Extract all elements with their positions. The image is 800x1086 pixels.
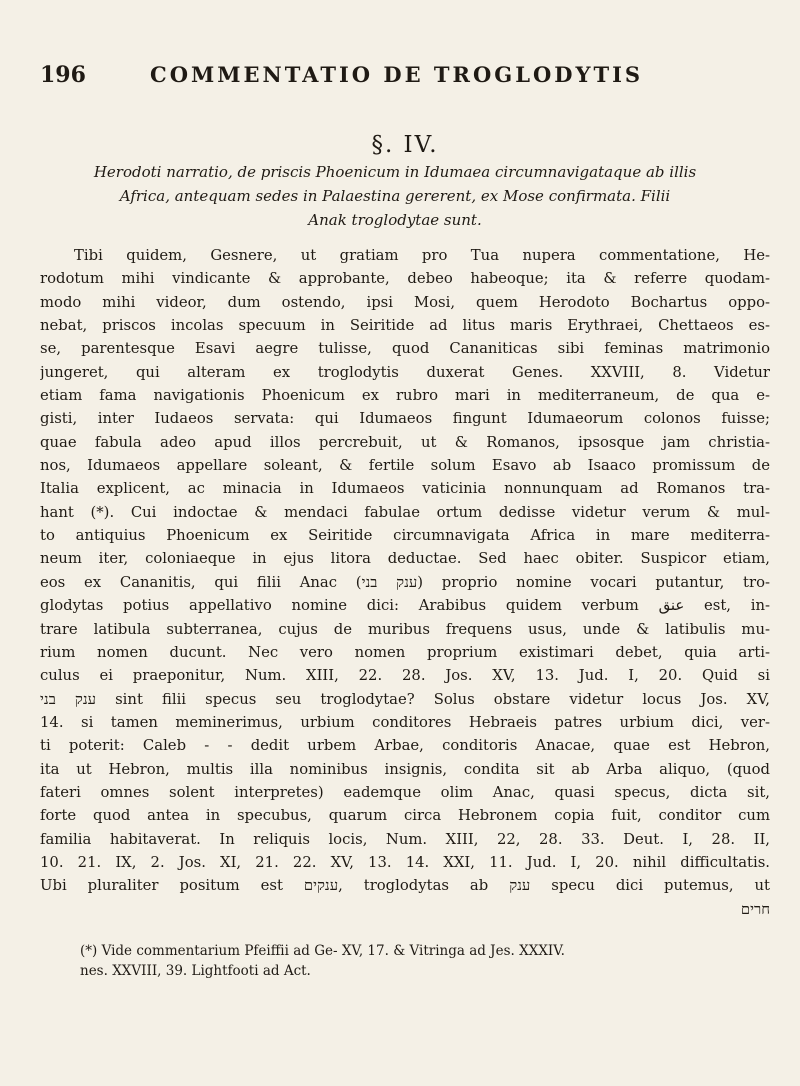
page-number: 196 [40,62,86,88]
subtitle-line: Herodoti narratio, de priscis Phoenicum in Idumaea circumnavigataque ab illis [93,163,697,181]
running-head [40,62,770,98]
body-line: ita ut Hebron, multis illa nominibus insignis, condita sit ab Arba aliquo, (quod [40,760,770,778]
body-line: jungeret, qui alteram ex troglodytis duxerat Genes. XXVIII, 8. Videtur [40,363,770,381]
body-line: ענק בני sint filii specus seu troglodytae? Solus obstare videtur locus Jos. XV, [40,690,770,708]
footnote-line: (*) Vide commentarium Pfeiffii ad Ge- XV, 17. & Vitringa ad Jes. XXXIV. [80,942,565,959]
body-line: modo mihi videor, dum ostendo, ipsi Mosi, quem Herodoto Bochartus oppo- [40,293,770,311]
body-line: nos, Idumaeos appellare soleant, & fertile solum Esavo ab Isaaco promissum de [40,457,770,475]
section-heading: §. IV. [371,132,439,158]
footnote [40,941,770,981]
body-line: ti poterit: Caleb - - dedit urbem Arbae, conditoris Anacae, quae est Hebron, [40,737,770,755]
catchword: חרים [740,900,770,918]
running-title: COMMENTATIO DE TROGLODYTIS [150,62,644,87]
body-line: Tibi quidem, Gesnere, ut gratiam pro Tua nupera commentatione, He- [74,247,770,264]
body-line: rodotum mihi vindicante & approbante, debeo habeoque; ita & referre quodam- [40,270,770,288]
body-line: familia habitaverat. In reliquis locis, Num. XIII, 22, 28. 33. Deut. I, 28. II, [40,830,770,848]
body-line: Ubi pluraliter positum est ענקים, troglodytas ab ענק specu dici putemus, ut [40,877,770,895]
subtitle-line: Africa, antequam sedes in Palaestina gererent, ex Mose confirmata. Filii [119,187,671,205]
subtitle-line: Anak troglodytae sunt. [308,211,482,229]
body-line: culus ei praeponitur, Num. XIII, 22. 28. Jos. XV, 13. Jud. I, 20. Quid si [40,667,770,685]
section-subtitle [40,160,750,232]
body-line: to antiquius Phoenicum ex Seiritide circumnavigata Africa in mare mediterra- [40,527,770,545]
body-line: 10. 21. IX, 2. Jos. XI, 21. 22. XV, 13. 14. XXI, 11. Jud. I, 20. nihil difficultatis. [40,853,770,871]
body-line: Italia explicent, ac minacia in Idumaeos vaticinia nonnunquam ad Romanos tra- [40,480,770,498]
body-line: eos ex Cananitis, qui filii Anac (ענק בני) proprio nomine vocari putantur, tro- [40,573,770,591]
body-line: 14. si tamen meminerimus, urbium conditores Hebraeis patres urbium dici, ver- [40,713,770,731]
footnote-line: nes. XXVIII, 39. Lightfooti ad Act. [80,962,311,979]
body-line: hant (*). Cui indoctae & mendaci fabulae ortum dedisse videtur verum & mul- [40,503,770,521]
body-line: se, parentesque Esavi aegre tulisse, quod Cananiticas sibi feminas matrimonio [40,340,770,358]
body-line: glodytas potius appellativo nomine dici: Arabibus quidem verbum عنق est, in- [40,597,770,615]
body-line: fateri omnes solent interpretes) eademque olim Anac, quasi specus, dicta sit, [40,783,770,801]
body-line: forte quod antea in specubus, quarum circa Hebronem copia fuit, conditor cum [40,807,770,825]
body-line: trare latibula subterranea, cujus de muribus frequens usus, unde & latibulis mu- [40,620,770,638]
body-line: etiam fama navigationis Phoenicum ex rubro mari in mediterraneum, de qua e- [40,387,770,405]
body-text [40,244,770,921]
body-line: rium nomen ducunt. Nec vero nomen proprium existimari debet, quia arti- [40,643,770,661]
body-line: neum iter, coloniaeque in ejus litora deductae. Sed haec obiter. Suspicor etiam, [40,550,770,568]
body-line: nebat, priscos incolas specuum in Seiritide ad litus maris Erythraei, Chettaeos es- [40,317,770,335]
body-line: quae fabula adeo apud illos percrebuit, ut & Romanos, ipsosque jam christia- [40,433,770,451]
body-line: gisti, inter Iudaeos servata: qui Idumaeos fingunt Idumaeorum colonos fuisse; [40,410,770,428]
